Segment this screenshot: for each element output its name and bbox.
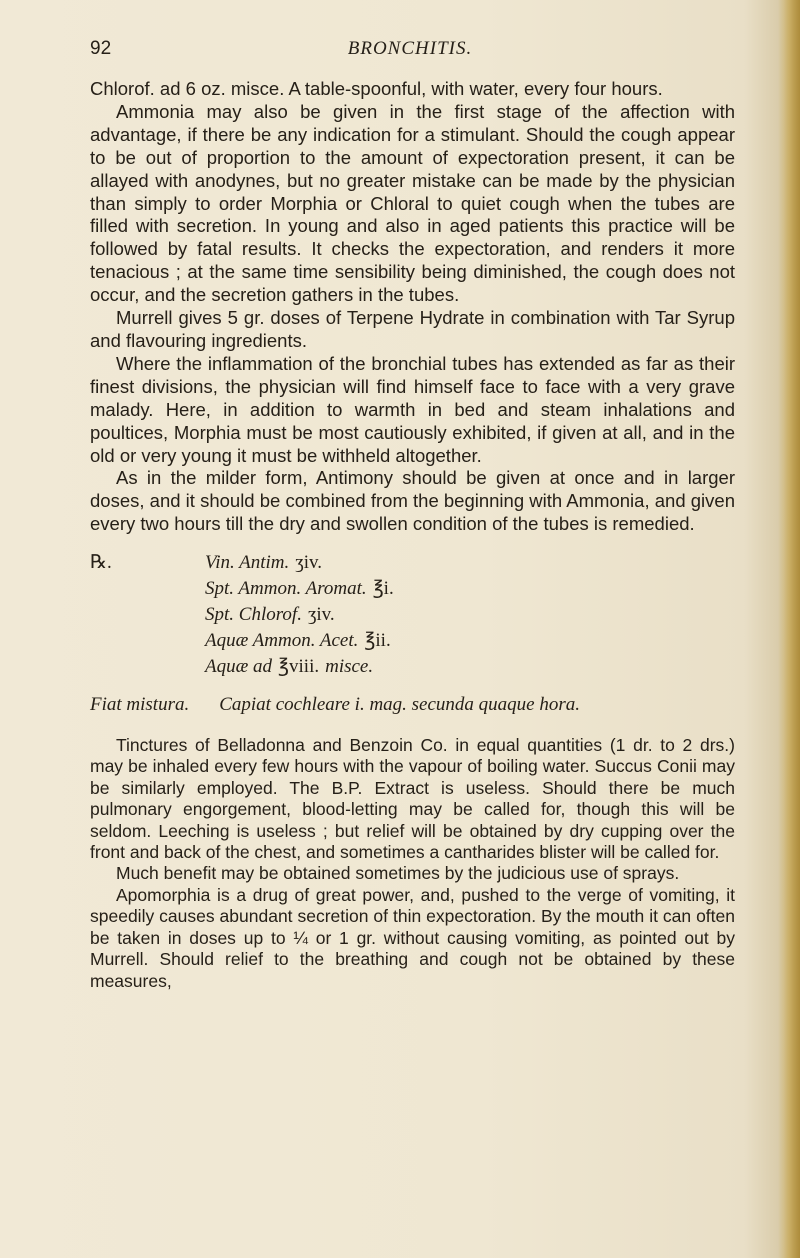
- prescription-directions: [90, 694, 735, 717]
- paragraph: Where the inflammation of the bronchial tubes has extended as far as their finest divisions, the physician will find himself face to face with a very grave malady. Here, in addition to warmth in bed and steam inhalations and poultices, Morphia must be most cautiously exhibited, if given at all, and in the old or very young it must be withheld altogether.: [90, 352, 735, 466]
- dosage-instruction: Capiat cochleare i. mag. secunda quaque hora.: [219, 694, 581, 716]
- paragraph: Tinctures of Belladonna and Benzoin Co. in equal quantities (1 dr. to 2 drs.) may be inhaled every few hours with the vapour of boiling water. Succus Conii may be similarly employed. The B.P. Extract is useless. Should there be much pulmonary engorgement, blood-letting may be called for, though this will be seldom. Leeching is useless ; but relief will be obtained by dry cupping over the front and back of the chest, and sometimes a cantharides blister will be called for.: [90, 735, 735, 863]
- recipe-symbol: ℞.: [90, 552, 112, 574]
- page-header: [90, 38, 730, 68]
- page-edge-shadow: [778, 0, 800, 1258]
- fiat-mistura: Fiat mistura.: [90, 694, 190, 716]
- quantity: ʒiv.: [295, 552, 323, 574]
- ingredient: Spt. Ammon. Aromat.: [205, 578, 367, 600]
- page-number: 92: [90, 38, 112, 59]
- paragraph: Apomorphia is a drug of great power, and, pushed to the verge of vomiting, it speedily causes abundant secretion of thin expectoration. By the mouth it can often be taken in doses up to ¼ or 1 gr. without causing vomiting, as pointed out by Murrell. Should relief to the breathing and cough not be obtained by these measures,: [90, 884, 735, 991]
- prescription-line: [90, 602, 735, 628]
- running-title: BRONCHITIS.: [347, 38, 473, 59]
- ingredient: Spt. Chlorof.: [205, 604, 302, 626]
- ingredient: Vin. Antim.: [205, 552, 290, 574]
- prescription-line: [90, 576, 735, 602]
- quantity: ℥ii.: [364, 630, 391, 652]
- prescription: [90, 550, 735, 680]
- quantity: ℥viii.: [278, 656, 320, 678]
- prescription-line: [90, 628, 735, 654]
- paragraph: Murrell gives 5 gr. doses of Terpene Hydrate in combination with Tar Syrup and flavouring ingredients.: [90, 307, 735, 351]
- ingredient: Aquæ ad: [205, 656, 273, 678]
- paragraph: Ammonia may also be given in the first stage of the affection with advantage, if there be any indication for a stimulant. Should the cough appear to be out of proportion to the amount of expectoration present, it can be allayed with anodynes, but no greater mistake can be made by the physician than simply to order Morphia or Chloral to quiet cough when the tubes are filled with secretion. In young and also in aged patients this practice will be followed by fatal results. It checks the expectoration, and renders it more tenacious ; at the same time sensibility being diminished, the cough does not occur, and the secretion gathers in the tubes.: [90, 100, 735, 306]
- prescription-line: [90, 654, 735, 680]
- lower-text: [90, 735, 735, 992]
- paragraph: Much benefit may be obtained sometimes by the judicious use of sprays.: [116, 863, 680, 884]
- quantity: ʒiv.: [307, 604, 335, 626]
- paragraph: As in the milder form, Antimony should be given at once and in larger doses, and it should be combined from the beginning with Ammonia, and given every two hours till the dry and swollen condition of the tubes is remedied.: [90, 467, 735, 535]
- paragraph: Chlorof. ad 6 oz. misce. A table-spoonful, with water, every four hours.: [90, 78, 663, 99]
- ingredient: Aquæ Ammon. Acet.: [205, 630, 359, 652]
- prescription-line: [90, 550, 735, 576]
- body-text: [90, 78, 735, 992]
- prescription-note: misce.: [325, 656, 374, 678]
- quantity: ℥i.: [372, 578, 394, 600]
